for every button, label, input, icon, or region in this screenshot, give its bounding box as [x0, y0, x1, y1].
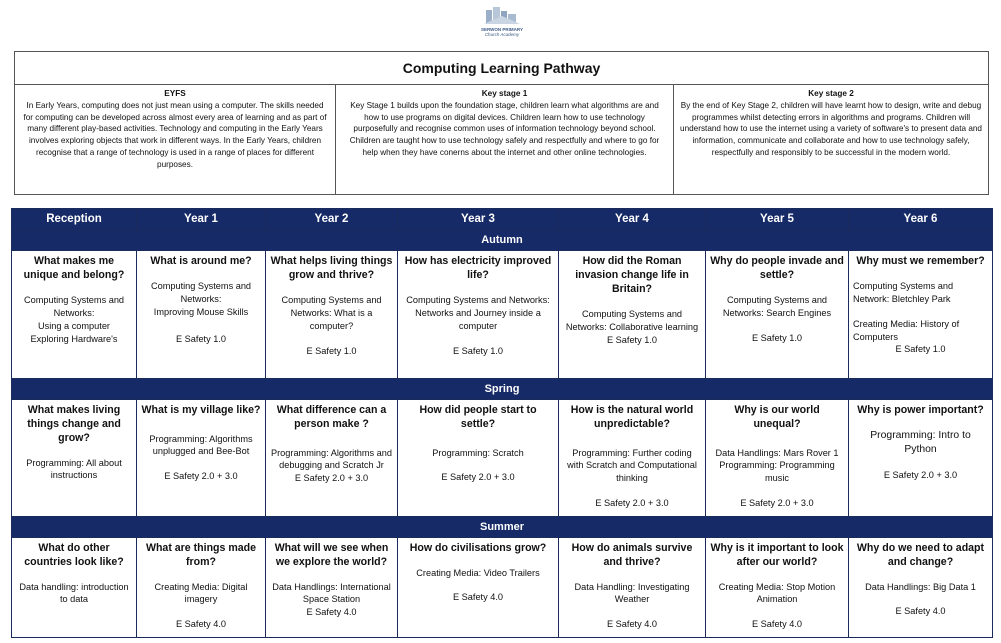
- table-cell: How do animals survive and thrive? Data Handling: Investigating Weather E Safety 4.0: [559, 537, 706, 637]
- table-cell: What is around me? Computing Systems and Networks: Improving Mouse Skills E Safety 1.0: [137, 251, 266, 379]
- overview-eyfs: [15, 85, 336, 194]
- table-cell: How has electricity improved life? Computing Systems and Networks: Networks and Journey inside a computer E Safety 1.0: [398, 251, 559, 379]
- year-header: Year 4: [559, 209, 706, 231]
- overview-ks2: [674, 85, 988, 194]
- year-header: Year 2: [266, 209, 398, 231]
- pathway-table: [11, 208, 993, 638]
- table-cell: Why do people invade and settle? Computing Systems and Networks: Search Engines E Safety 1.0: [706, 251, 849, 379]
- year-header: Reception: [12, 209, 137, 231]
- term-row-spring: [12, 399, 993, 517]
- term-header-spring: Spring: [12, 378, 993, 399]
- overview-ks1-text: Key Stage 1 builds upon the foundation stage, children learn what algorithms are and how to use programs on digital devices. Children learn how to use technology purposefully and recognise common uses of information technology beyond school. Children are taught how to use technology safely and respectfully and where to go for help when they have conerns about the internet and other online technologies.: [349, 100, 660, 157]
- table-cell: What difference can a person make ? Programming: Algorithms and debugging and Scratch Jr E Safety 2.0 + 3.0: [266, 399, 398, 517]
- overview-ks1: [336, 85, 674, 194]
- table-cell: What makes me unique and belong? Computing Systems and Networks: Using a computer Exploring Hardware's: [12, 251, 137, 379]
- table-cell: What do other countries look like? Data handling: introduction to data: [12, 537, 137, 637]
- overview-ks1-heading: Key stage 1: [481, 89, 528, 98]
- year-header-row: [12, 209, 993, 231]
- term-row-summer: [12, 537, 993, 637]
- table-cell: How do civilisations grow? Creating Media: Video Trailers E Safety 4.0: [398, 537, 559, 637]
- year-header: Year 6: [849, 209, 993, 231]
- table-cell: Why must we remember? Computing Systems and Network: Bletchley Park Creating Media: History of Computers E Safety 1.0: [849, 251, 993, 379]
- term-header-autumn: Autumn: [12, 230, 993, 251]
- school-logo-text: SERWON PRIMARY Church Academy: [480, 27, 523, 37]
- overview-ks2-text: By the end of Key Stage 2, children will have learnt how to design, write and debug programmes whilst detecting errors in algorithms and programs. Children will understand how to use the internet using a variety of software's to present data and information, communicate and collaborate and how to use technology safely, respectfully and responsibly to be successful in the modern world.: [680, 100, 982, 157]
- table-cell: What is my village like? Programming: Algorithms unplugged and Bee-Bot E Safety 2.0 + 3.0: [137, 399, 266, 517]
- table-cell: What makes living things change and grow? Programming: All about instructions: [12, 399, 137, 517]
- year-header: Year 5: [706, 209, 849, 231]
- year-header: Year 1: [137, 209, 266, 231]
- table-cell: How did the Roman invasion change life in Britain? Computing Systems and Networks: Collaborative learning E Safety 1.0: [559, 251, 706, 379]
- term-row-autumn: [12, 251, 993, 379]
- table-cell: What are things made from? Creating Media: Digital imagery E Safety 4.0: [137, 537, 266, 637]
- table-cell: What will we see when we explore the world? Data Handlings: International Space Station E Safety 4.0: [266, 537, 398, 637]
- table-cell: How did people start to settle? Programming: Scratch E Safety 2.0 + 3.0: [398, 399, 559, 517]
- overview-eyfs-text: In Early Years, computing does not just mean using a computer. The skills needed for computing can be developed across almost every area of learning and as part of many different play-based activities. Technology and computing in the Early Years involves exploring objects that work in different ways. In the Early Years, children recognise that a range of technology is used in a range of places for different purposes.: [23, 100, 327, 169]
- overview-eyfs-heading: EYFS: [164, 89, 186, 98]
- table-cell: Why is our world unequal? Data Handlings: Mars Rover 1 Programming: Programming music E Safety 2.0 + 3.0: [706, 399, 849, 517]
- overview-ks2-heading: Key stage 2: [808, 89, 854, 98]
- overview-panel: [14, 51, 989, 195]
- year-header: Year 3: [398, 209, 559, 231]
- term-header-summer: Summer: [12, 517, 993, 538]
- table-cell: Why is power important? Programming: Intro to Python E Safety 2.0 + 3.0: [849, 399, 993, 517]
- table-cell: Why do we need to adapt and change? Data Handlings: Big Data 1 E Safety 4.0: [849, 537, 993, 637]
- table-cell: How is the natural world unpredictable? Programming: Further coding with Scratch and Computational thinking E Safety 2.0 + 3.0: [559, 399, 706, 517]
- table-cell: Why is it important to look after our world? Creating Media: Stop Motion Animation E Safety 4.0: [706, 537, 849, 637]
- table-cell: What helps living things grow and thrive? Computing Systems and Networks: What is a computer? E Safety 1.0: [266, 251, 398, 379]
- page-title: Computing Learning Pathway: [15, 52, 988, 85]
